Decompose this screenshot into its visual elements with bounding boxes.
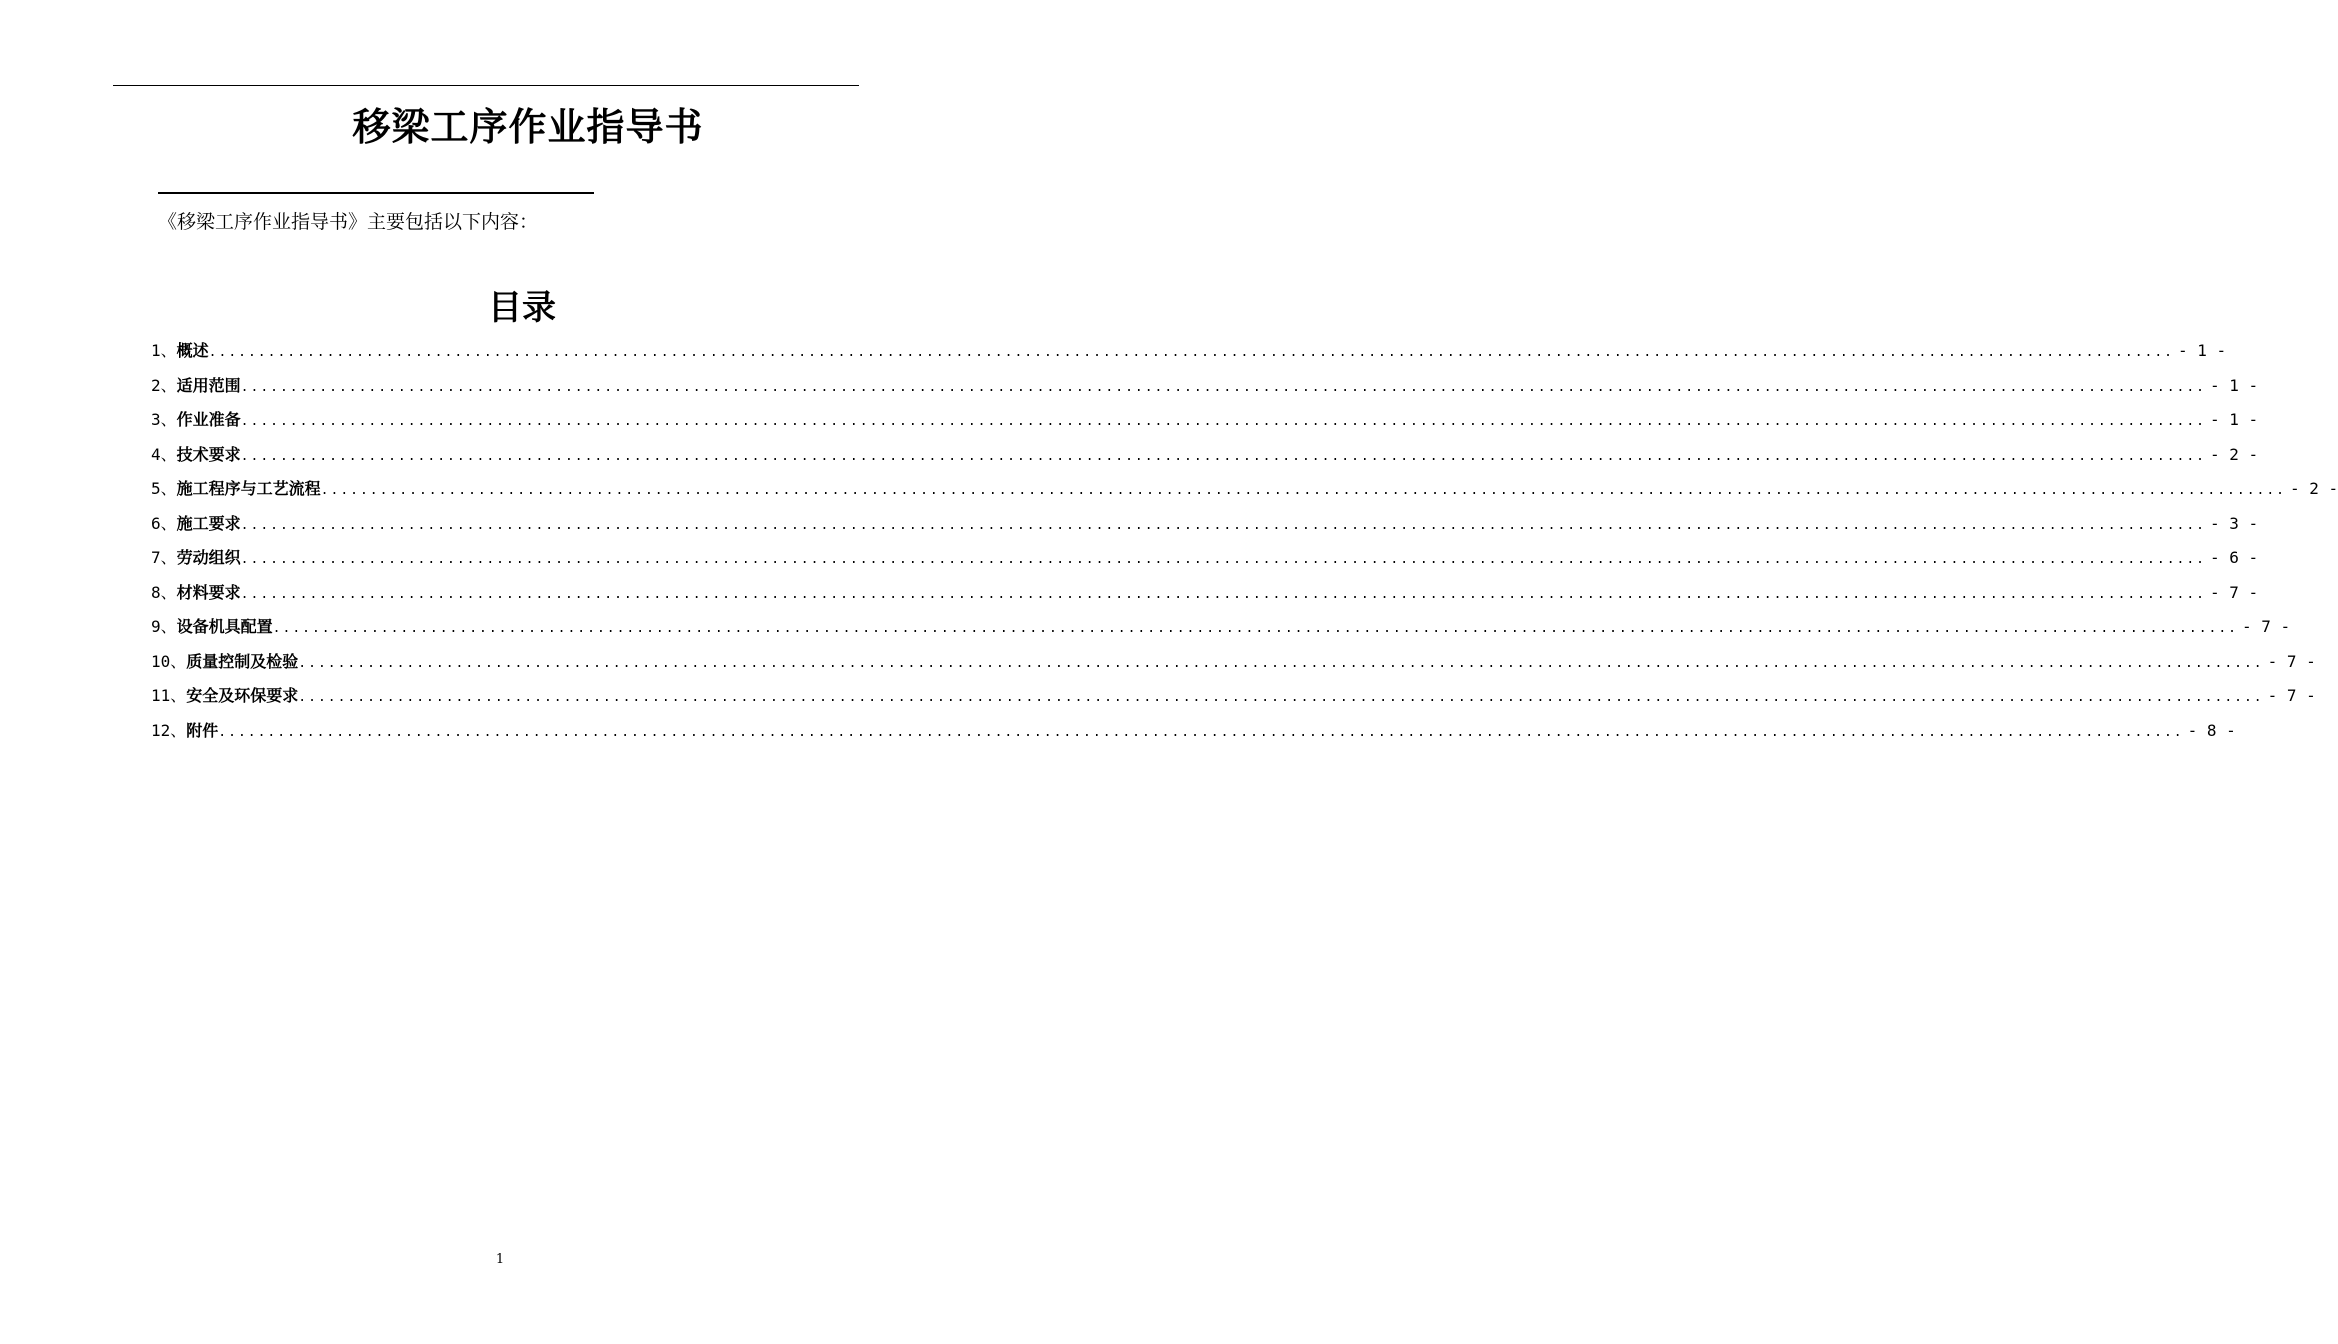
- toc-item-page: - 2 -: [2290, 479, 2338, 498]
- toc-item-page: - 3 -: [2210, 513, 2259, 533]
- toc-item[interactable]: [151, 369, 2259, 404]
- toc-item-separator: 、: [160, 444, 177, 464]
- toc-item[interactable]: [151, 576, 2259, 611]
- toc-item-page: - 7 -: [2210, 582, 2259, 602]
- toc-item-page: - 7 -: [2267, 686, 2316, 705]
- toc-item-page: - 8 -: [2187, 720, 2236, 740]
- toc-dot-leader: ........................................................................................................................................................................................................: [240, 414, 2207, 429]
- table-of-contents: [151, 334, 2338, 748]
- toc-item-page: - 1 -: [2210, 375, 2259, 395]
- toc-item-label: 附件: [186, 720, 219, 740]
- toc-item-number: 10: [151, 651, 171, 671]
- toc-item-page: - 7 -: [2242, 617, 2291, 636]
- toc-item-number: 8: [151, 582, 161, 602]
- toc-dot-leader: ........................................................................................................................................................................................................: [240, 379, 2207, 395]
- toc-item[interactable]: [151, 507, 2259, 542]
- toc-dot-leader: ........................................................................................................................................................................................................: [240, 517, 2207, 533]
- toc-item-separator: 、: [160, 375, 177, 395]
- toc-item-separator: 、: [160, 479, 177, 498]
- toc-heading: 目录: [488, 288, 556, 328]
- toc-dot-leader: ........................................................................................................................................................................................................: [298, 655, 2264, 671]
- toc-item-number: 5: [151, 479, 161, 498]
- toc-item-separator: 、: [170, 720, 187, 740]
- toc-item[interactable]: [151, 610, 2291, 645]
- toc-item-separator: 、: [170, 651, 187, 671]
- toc-item-number: 12: [151, 720, 171, 740]
- toc-item-label: 作业准备: [176, 410, 241, 429]
- toc-dot-leader: ........................................................................................................................................................................................................: [240, 448, 2207, 464]
- title-underline-rule: [158, 192, 594, 194]
- toc-dot-leader: ........................................................................................................................................................................................................: [218, 724, 2184, 740]
- toc-item[interactable]: [151, 334, 2227, 369]
- toc-item-separator: 、: [170, 686, 187, 705]
- toc-item-label: 施工要求: [176, 513, 241, 533]
- toc-item[interactable]: [151, 472, 2338, 507]
- toc-item-separator: 、: [160, 513, 177, 533]
- toc-item-number: 7: [151, 548, 161, 567]
- toc-item-label: 材料要求: [176, 582, 241, 602]
- toc-dot-leader: ........................................................................................................................................................................................................: [240, 586, 2207, 602]
- toc-item-label: 概述: [176, 341, 209, 360]
- toc-item-label: 施工程序与工艺流程: [176, 479, 321, 498]
- toc-item[interactable]: [151, 403, 2259, 438]
- toc-item[interactable]: [151, 714, 2236, 749]
- toc-item-page: - 1 -: [2178, 341, 2227, 360]
- toc-item[interactable]: [151, 541, 2259, 576]
- toc-item-label: 技术要求: [176, 444, 241, 464]
- document-title: 移梁工序作业指导书: [352, 105, 704, 149]
- toc-item-number: 1: [151, 341, 161, 360]
- toc-item-label: 安全及环保要求: [186, 686, 299, 705]
- toc-dot-leader: ........................................................................................................................................................................................................: [208, 345, 2175, 360]
- toc-dot-leader: ........................................................................................................................................................................................................: [240, 552, 2207, 567]
- toc-item-number: 11: [151, 686, 171, 705]
- toc-item[interactable]: [151, 645, 2316, 680]
- toc-dot-leader: ........................................................................................................................................................................................................: [298, 690, 2264, 705]
- page-number: 1: [495, 1252, 505, 1267]
- toc-item-number: 9: [151, 617, 161, 636]
- toc-item-separator: 、: [160, 410, 177, 429]
- toc-item-number: 3: [151, 410, 161, 429]
- toc-item-separator: 、: [160, 582, 177, 602]
- toc-item-label: 适用范围: [176, 375, 241, 395]
- toc-item-page: - 2 -: [2210, 444, 2259, 464]
- header-rule: [113, 85, 859, 86]
- toc-dot-leader: ........................................................................................................................................................................................................: [272, 621, 2239, 636]
- toc-item-separator: 、: [160, 341, 177, 360]
- toc-item-separator: 、: [160, 548, 177, 567]
- toc-item-label: 设备机具配置: [176, 617, 273, 636]
- toc-item-separator: 、: [160, 617, 177, 636]
- toc-item-label: 劳动组织: [176, 548, 241, 567]
- toc-item[interactable]: [151, 679, 2316, 714]
- toc-item-number: 4: [151, 444, 161, 464]
- toc-item-number: 6: [151, 513, 161, 533]
- toc-item-page: - 1 -: [2210, 410, 2259, 429]
- toc-item-number: 2: [151, 375, 161, 395]
- toc-item-page: - 7 -: [2267, 651, 2316, 671]
- toc-item[interactable]: [151, 438, 2259, 473]
- toc-dot-leader: ........................................................................................................................................................................................................: [320, 483, 2287, 498]
- toc-item-page: - 6 -: [2210, 548, 2259, 567]
- toc-item-label: 质量控制及检验: [186, 651, 299, 671]
- intro-text: 《移梁工序作业指导书》主要包括以下内容：: [158, 211, 539, 233]
